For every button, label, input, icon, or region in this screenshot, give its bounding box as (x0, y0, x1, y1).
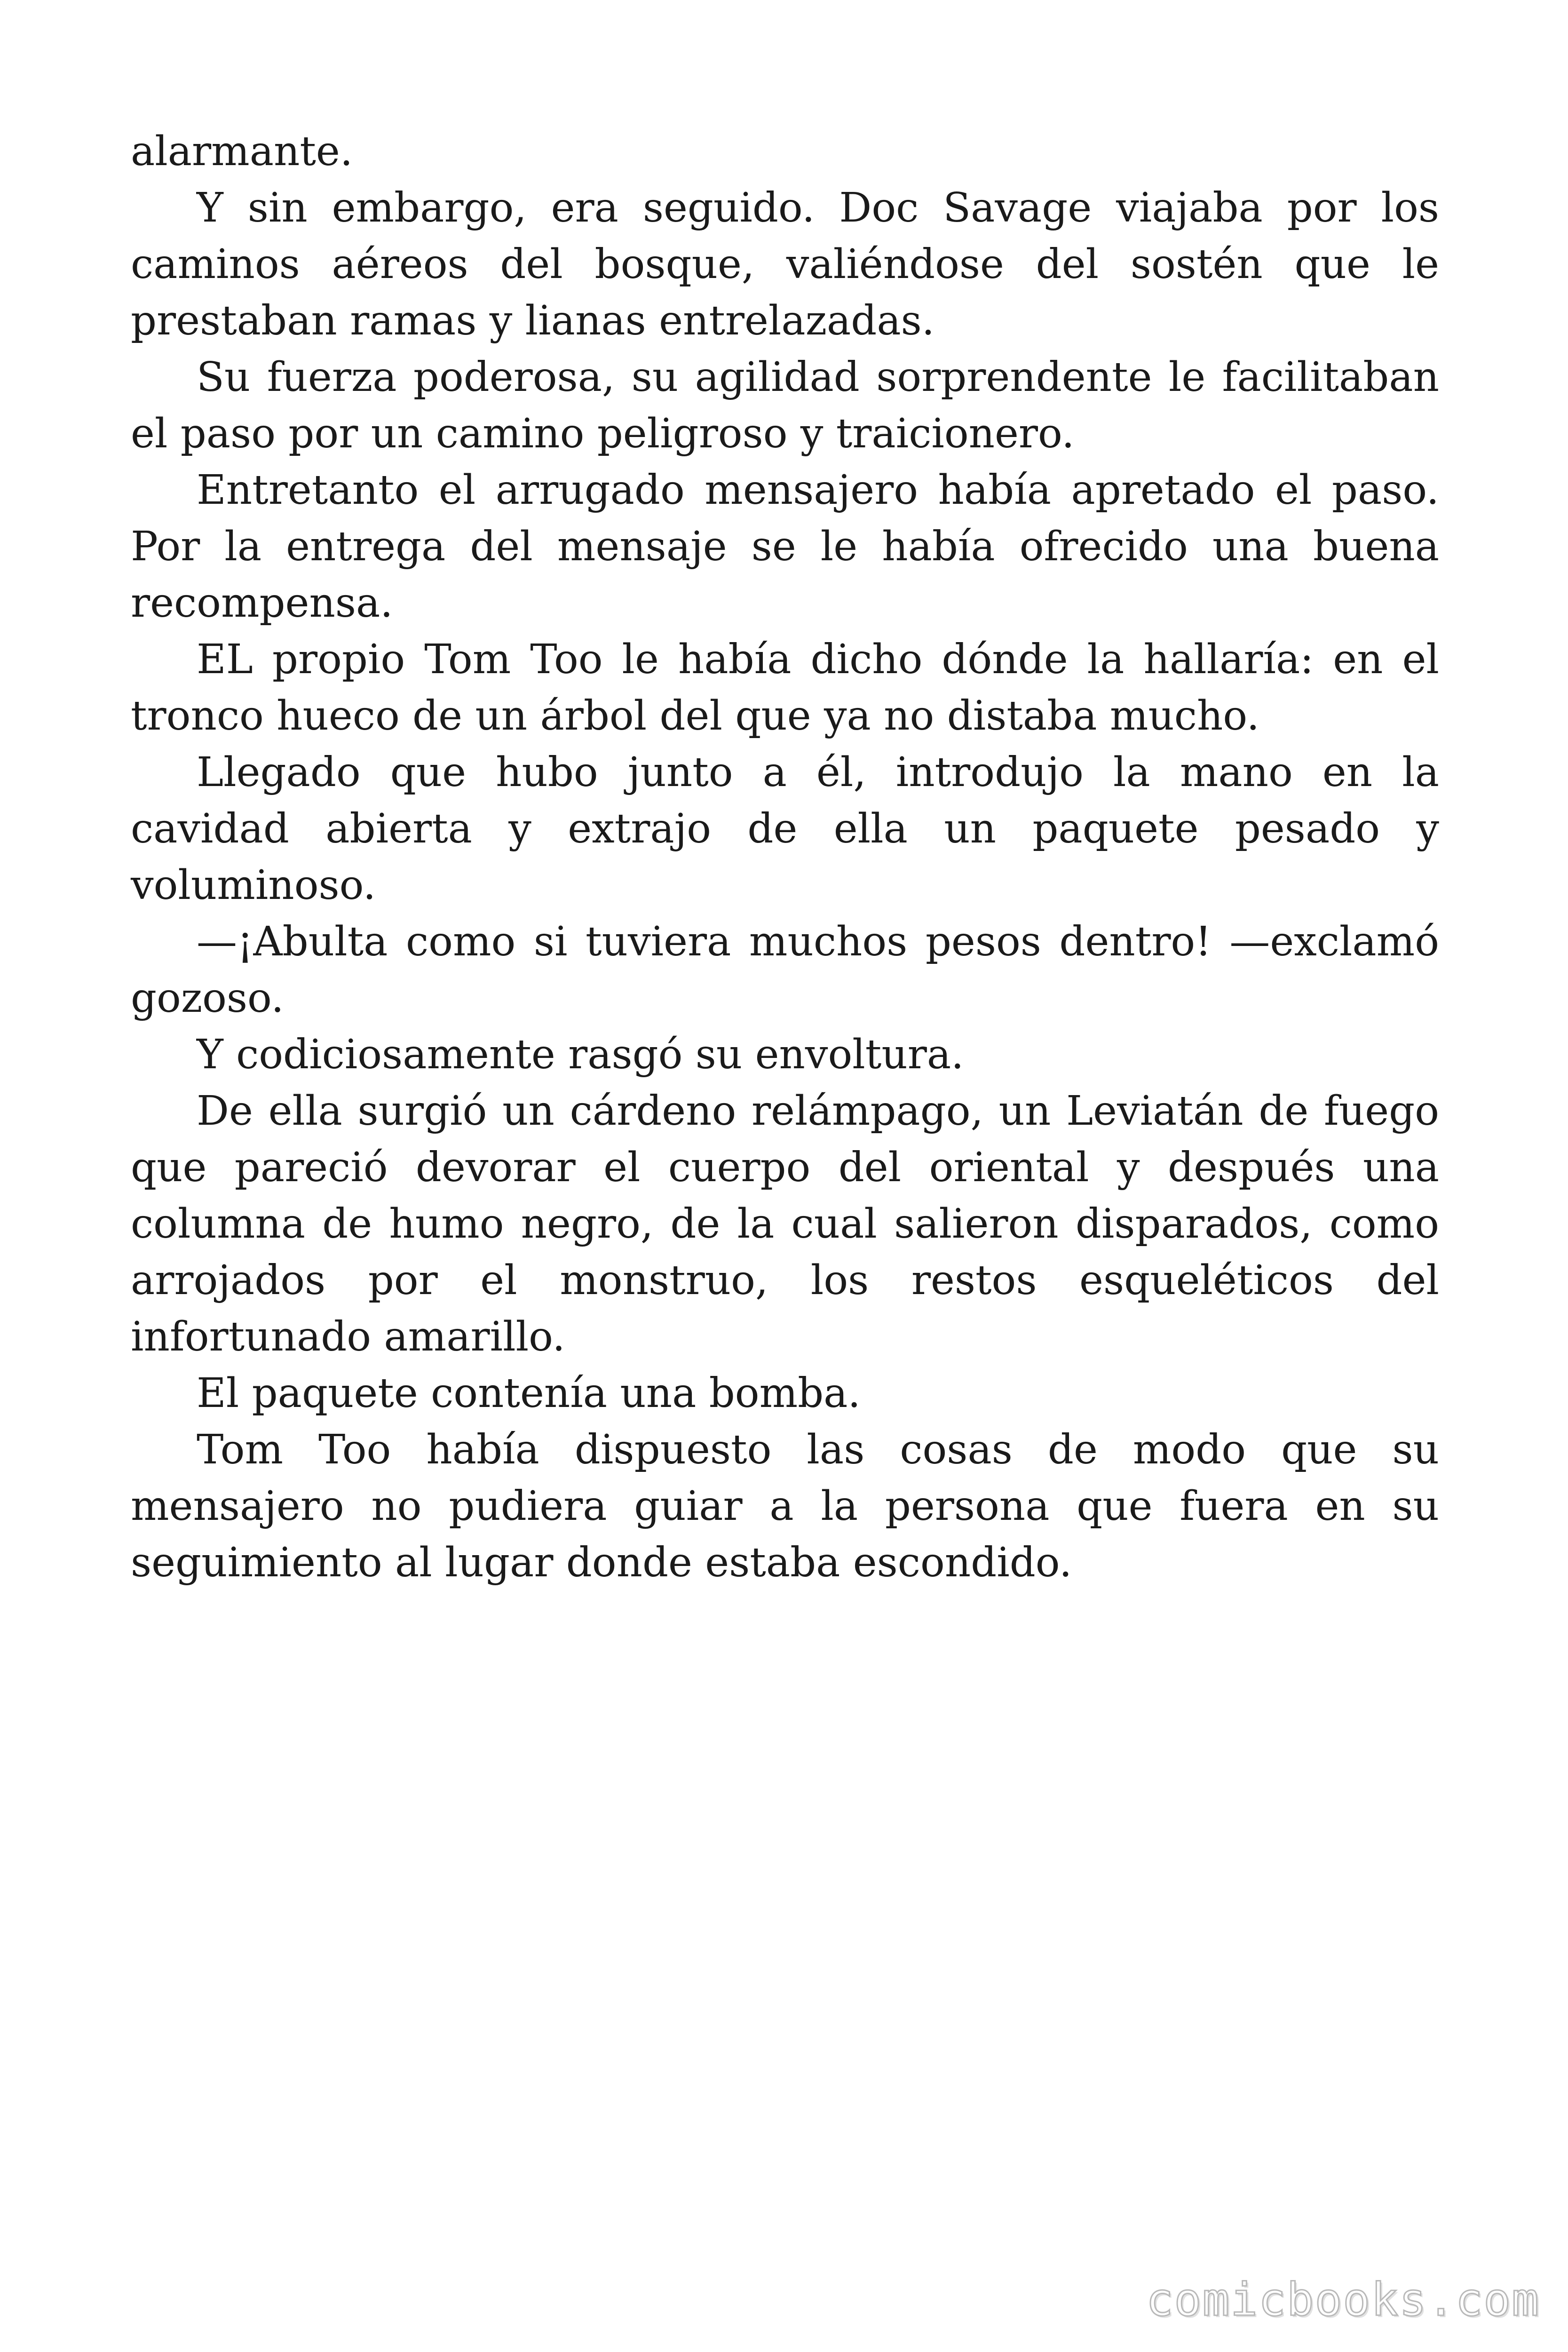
paragraph: EL propio Tom Too le había dicho dónde la hallaría: en el tronco hueco de un árbol del que ya no distaba mucho. (131, 636, 1439, 739)
paragraph: De ella surgió un cárdeno relámpago, un Leviatán de fuego que pareció devorar el cuerpo del oriental y después una columna de humo negro, de la cual salieron disparados, como arrojados por el monstruo, los restos esqueléticos del infortunado amarillo. (131, 1088, 1439, 1360)
paragraph: Su fuerza poderosa, su agilidad sorprendente le facilitaban el paso por un camino peligroso y traicionero. (131, 354, 1439, 457)
paragraph: Tom Too había dispuesto las cosas de modo que su mensajero no pudiera guiar a la persona que fuera en su seguimiento al lugar donde estaba escondido. (131, 1426, 1439, 1586)
paragraph: El paquete contenía una bomba. (197, 1370, 861, 1417)
paragraph: —¡Abulta como si tuviera muchos pesos dentro! —exclamó gozoso. (131, 918, 1439, 1022)
paragraph: Entretanto el arrugado mensajero había apretado el paso. Por la entrega del mensaje se le había ofrecido una buena recompensa. (131, 467, 1439, 627)
paragraph: Y sin embargo, era seguido. Doc Savage viajaba por los caminos aéreos del bosque, valiéndose del sostén que le prestaban ramas y lianas entrelazadas. (131, 184, 1439, 344)
site-watermark: comicbooks.com (1146, 2273, 1540, 2326)
paragraph: Y codiciosamente rasgó su envoltura. (197, 1031, 964, 1078)
paragraph-continuation: alarmante. (131, 128, 353, 175)
paragraph: Llegado que hubo junto a él, introdujo la mano en la cavidad abierta y extrajo de ella un paquete pesado y voluminoso. (131, 749, 1439, 909)
page-body-text (131, 123, 1439, 1591)
